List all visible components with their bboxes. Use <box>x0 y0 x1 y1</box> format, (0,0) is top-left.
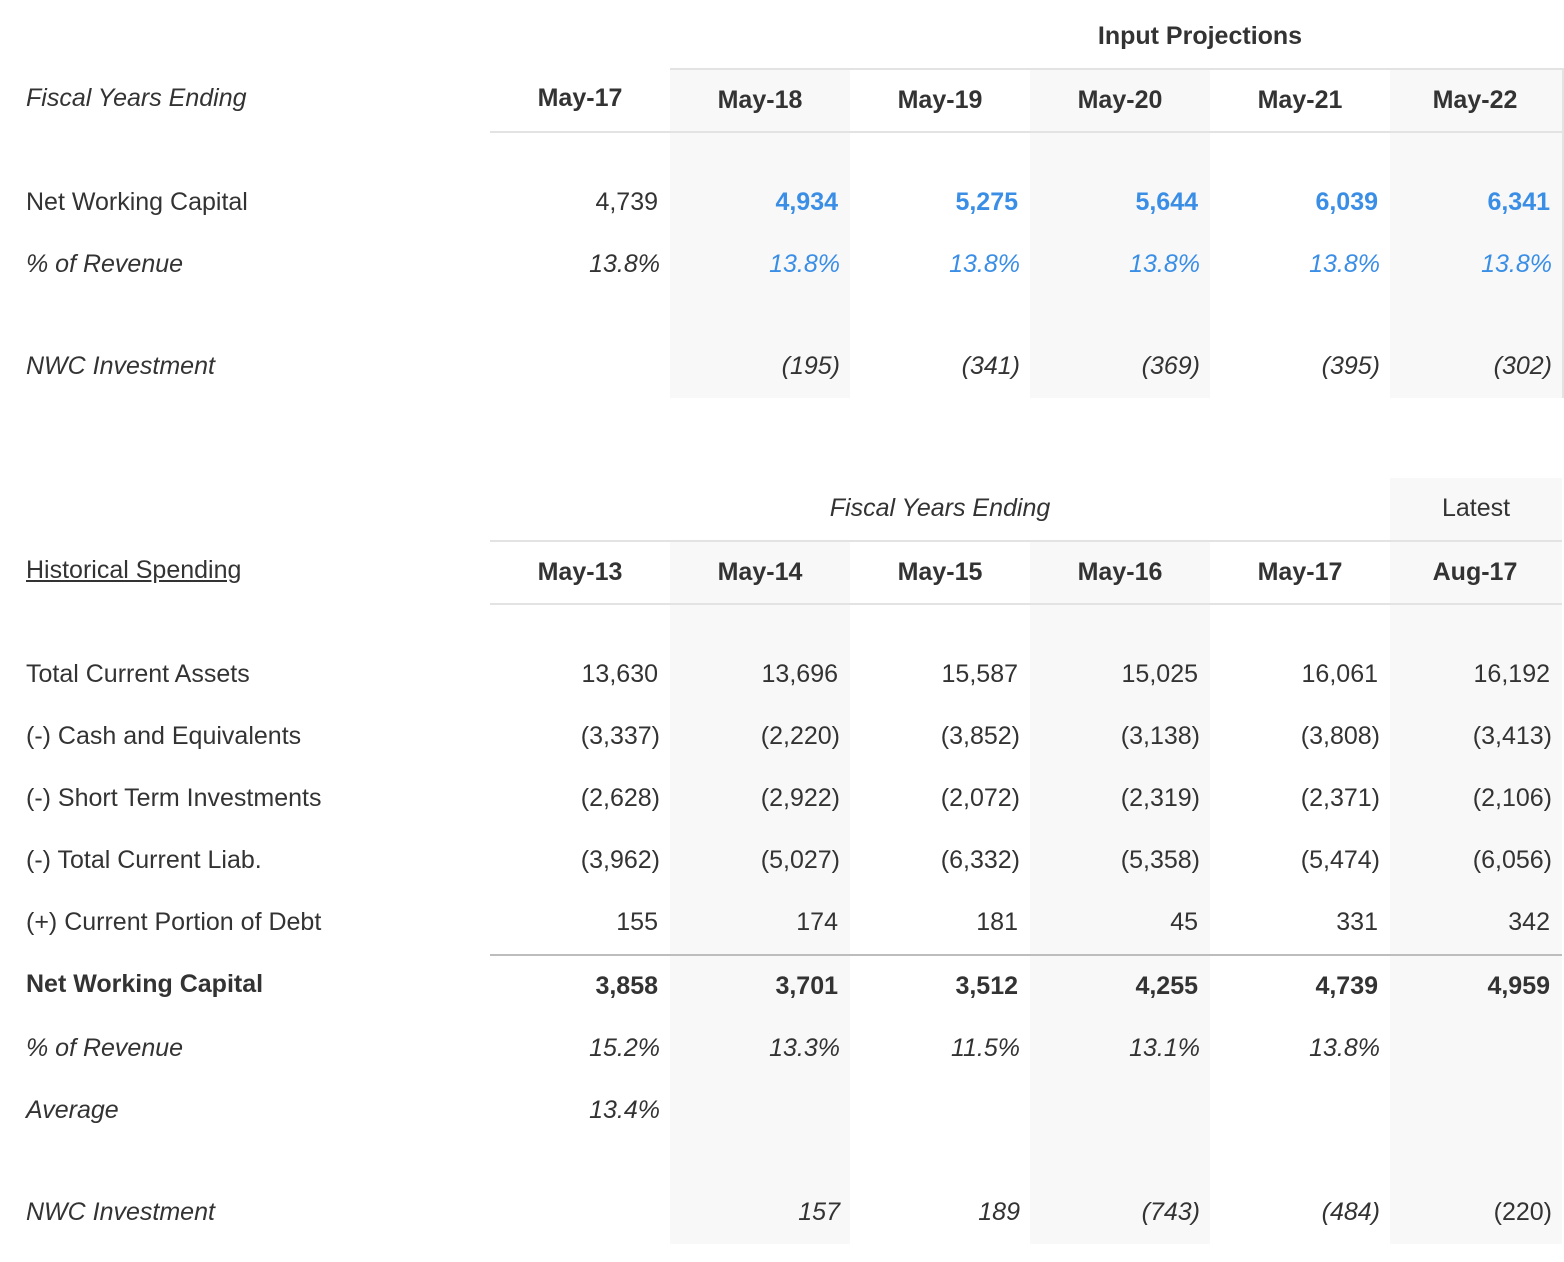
hist-cell: (2,072) <box>940 784 1020 812</box>
col-header-may22: May-22 <box>1432 86 1518 114</box>
hist-investment-cell: (743) <box>1141 1198 1200 1226</box>
hist-total-cell: 4,959 <box>1487 972 1550 1000</box>
hist-total-cell: 4,255 <box>1135 972 1198 1000</box>
hist-cell: (2,106) <box>1472 784 1552 812</box>
col-header-may18: May-18 <box>717 86 803 114</box>
header-rule-bottom <box>490 603 1562 605</box>
hist-cell: (5,358) <box>1120 846 1200 874</box>
proj-investment-value: (195) <box>781 352 840 380</box>
hist-cell: 15,025 <box>1121 660 1198 688</box>
proj-pct-input[interactable]: 13.8% <box>1481 250 1552 278</box>
hist-cell: (2,628) <box>580 784 660 812</box>
row-label-total-current-assets: Total Current Assets <box>26 660 250 688</box>
hist-average-cell: 13.4% <box>589 1096 660 1124</box>
proj-pct-input[interactable]: 13.8% <box>1129 250 1200 278</box>
fiscal-years-ending-label: Fiscal Years Ending <box>26 84 247 112</box>
hist-investment-cell: 189 <box>978 1198 1020 1226</box>
hist-cell: (5,474) <box>1300 846 1380 874</box>
col-header-may19: May-19 <box>897 86 983 114</box>
row-label-current-portion-debt: (+) Current Portion of Debt <box>26 908 322 936</box>
hist-cell: 13,630 <box>581 660 658 688</box>
latest-label: Latest <box>1441 494 1511 522</box>
col-header-may16: May-16 <box>1077 558 1163 586</box>
proj-nwc-value: 5,644 <box>1135 188 1198 216</box>
hist-cell: 331 <box>1336 908 1378 936</box>
hist-investment-cell: (220) <box>1493 1198 1552 1226</box>
hist-cell: (6,332) <box>940 846 1020 874</box>
hist-cell: (3,852) <box>940 722 1020 750</box>
row-label-pct-revenue-hist: % of Revenue <box>26 1034 184 1062</box>
col-header-may15: May-15 <box>897 558 983 586</box>
row-label-nwc-investment-hist: NWC Investment <box>26 1198 215 1226</box>
header-rule-top <box>490 131 1564 133</box>
hist-cell: (2,220) <box>760 722 840 750</box>
col-header-may14: May-14 <box>717 558 803 586</box>
hist-cell: (3,413) <box>1472 722 1552 750</box>
row-label-cash: (-) Cash and Equivalents <box>26 722 302 750</box>
col-shade-may14 <box>670 542 850 1244</box>
hist-cell: 45 <box>1170 908 1198 936</box>
proj-pct-value: 13.8% <box>589 250 660 278</box>
historical-spending-label: Historical Spending <box>26 556 242 584</box>
hist-cell: 16,192 <box>1473 660 1550 688</box>
proj-pct-input[interactable]: 13.8% <box>949 250 1020 278</box>
hist-cell: 181 <box>976 908 1018 936</box>
hist-cell: (2,319) <box>1120 784 1200 812</box>
input-projections-label: Input Projections <box>1097 22 1303 50</box>
proj-investment-value: (369) <box>1141 352 1200 380</box>
row-label-average: Average <box>26 1096 119 1124</box>
hist-cell: (2,371) <box>1300 784 1380 812</box>
proj-pct-input[interactable]: 13.8% <box>769 250 840 278</box>
hist-total-cell: 3,701 <box>775 972 838 1000</box>
proj-nwc-value: 4,934 <box>775 188 838 216</box>
fiscal-years-ending-caption: Fiscal Years Ending <box>829 494 1051 522</box>
col-header-aug17: Aug-17 <box>1432 558 1518 586</box>
hist-investment-cell: 157 <box>798 1198 840 1226</box>
hist-cell: 155 <box>616 908 658 936</box>
hist-cell: (5,027) <box>760 846 840 874</box>
col-header-may17: May-17 <box>537 84 623 112</box>
caption-rule <box>490 540 1562 542</box>
col-header-may13: May-13 <box>537 558 623 586</box>
proj-nwc-value: 6,341 <box>1487 188 1550 216</box>
hist-cell: 174 <box>796 908 838 936</box>
hist-pct-cell: 13.3% <box>769 1034 840 1062</box>
hist-pct-cell: 13.1% <box>1129 1034 1200 1062</box>
hist-cell: 15,587 <box>941 660 1018 688</box>
hist-cell: (3,808) <box>1300 722 1380 750</box>
row-label-short-term-investments: (-) Short Term Investments <box>26 784 322 812</box>
hist-cell: 16,061 <box>1301 660 1378 688</box>
hist-cell: 13,696 <box>761 660 838 688</box>
proj-investment-value: (341) <box>961 352 1020 380</box>
row-label-net-working-capital: Net Working Capital <box>26 188 248 216</box>
proj-nwc-value: 6,039 <box>1315 188 1378 216</box>
proj-nwc-value: 5,275 <box>955 188 1018 216</box>
hist-cell: (2,922) <box>760 784 840 812</box>
col-header-may20: May-20 <box>1077 86 1163 114</box>
hist-pct-cell: 11.5% <box>950 1034 1020 1062</box>
input-projections-box <box>670 68 1564 398</box>
hist-cell: (3,962) <box>580 846 660 874</box>
hist-cell: 342 <box>1508 908 1550 936</box>
hist-total-cell: 3,512 <box>955 972 1018 1000</box>
hist-total-cell: 4,739 <box>1315 972 1378 1000</box>
col-header-may21: May-21 <box>1257 86 1343 114</box>
hist-cell: (3,138) <box>1120 722 1200 750</box>
proj-investment-value: (395) <box>1321 352 1380 380</box>
row-label-net-working-capital-hist: Net Working Capital <box>26 970 264 998</box>
hist-cell: (6,056) <box>1472 846 1552 874</box>
proj-nwc-value: 4,739 <box>595 188 658 216</box>
proj-pct-input[interactable]: 13.8% <box>1309 250 1380 278</box>
hist-total-cell: 3,858 <box>595 972 658 1000</box>
proj-investment-value: (302) <box>1493 352 1552 380</box>
hist-pct-cell: 15.2% <box>589 1034 660 1062</box>
col-header-may17-hist: May-17 <box>1257 558 1343 586</box>
hist-cell: (3,337) <box>580 722 660 750</box>
hist-pct-cell: 13.8% <box>1309 1034 1380 1062</box>
total-rule <box>490 954 1562 956</box>
row-label-nwc-investment: NWC Investment <box>26 352 215 380</box>
col-shade-may16 <box>1030 542 1210 1244</box>
row-label-total-current-liab: (-) Total Current Liab. <box>26 846 262 874</box>
hist-investment-cell: (484) <box>1321 1198 1380 1226</box>
row-label-pct-revenue: % of Revenue <box>26 250 184 278</box>
